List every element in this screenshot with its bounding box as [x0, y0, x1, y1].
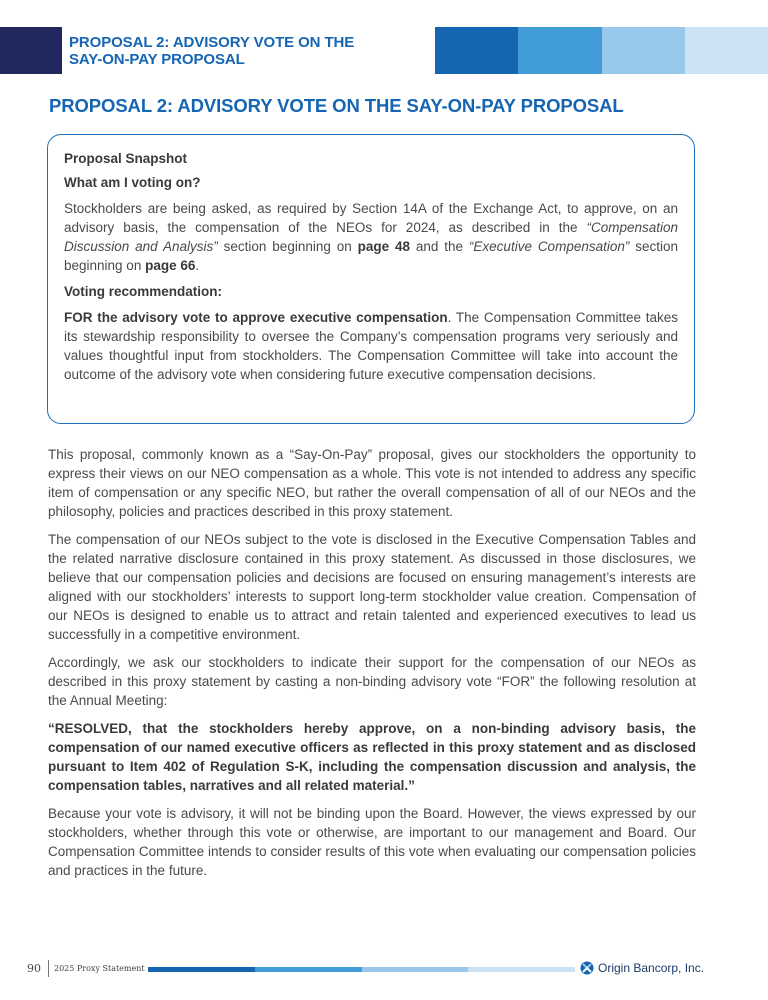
- paragraph-advisory-nature: Because your vote is advisory, it will not be binding upon the Board. However, the views expressed by our stockholders, whether through this vote or otherwise, are important to our management and Board. Our Compensation Committee intends to consider results of this vote when evaluating our compensation policies and practices in the future.: [48, 806, 696, 878]
- page-number: 90: [27, 962, 41, 975]
- snapshot-question: What am I voting on?: [64, 175, 201, 190]
- paragraph-request-support: Accordingly, we ask our stockholders to indicate their support for the compensation of our NEOs as described in this proxy statement by casting a non-binding advisory vote “FOR” the following resolution at the Annual Meeting:: [48, 655, 696, 708]
- header-bar-1: [435, 27, 518, 74]
- page-footer: [0, 960, 768, 980]
- section-header-title: [69, 34, 354, 68]
- document-name: 2025 Proxy Statement: [54, 964, 145, 973]
- section-header-line-2: SAY-ON-PAY PROPOSAL: [69, 51, 245, 68]
- snapshot-description: Stockholders are being asked, as required by Section 14A of the Exchange Act, to approve, on an advisory basis, the compensation of the NEOs for 2024, as described in the “Compensation Discussion and Analysis” section beginning on page 48 and the “Executive Compensation” section beginning on page 66.: [64, 201, 679, 273]
- paragraph-compensation-disclosure: The compensation of our NEOs subject to the vote is disclosed in the Executive Compensation Tables and the related narrative disclosure contained in this proxy statement. As discussed in those disclosures, we believe that our compensation policies and decisions are focused on ensuring management’s interests are aligned with our stockholders’ interests to support long-term stockholder value creation. Compensation of our NEOs is designed to enable us to attract and retain talented and experienced executives to lead us successfully in a competitive environment.: [48, 532, 696, 642]
- company-name: Origin Bancorp, Inc.: [598, 961, 705, 975]
- origin-logo-icon: [580, 961, 594, 975]
- page-48-reference: page 48: [357, 239, 411, 254]
- header-color-bars: [435, 27, 768, 74]
- footer-bar-2: [255, 967, 362, 972]
- recommendation-bold: FOR the advisory vote to approve executive compensation: [64, 310, 448, 325]
- header-color-block: [0, 27, 62, 74]
- footer-bar-3: [362, 967, 469, 972]
- company-logo: [580, 961, 704, 975]
- page-66-reference: page 66: [145, 258, 196, 273]
- snapshot-heading: Proposal Snapshot: [64, 151, 188, 166]
- footer-divider: [48, 960, 49, 977]
- section-header-line-1: PROPOSAL 2: ADVISORY VOTE ON THE: [69, 34, 355, 51]
- page-title: PROPOSAL 2: ADVISORY VOTE ON THE SAY-ON-PAY PROPOSAL: [49, 95, 624, 116]
- voting-recommendation-text: FOR the advisory vote to approve executive compensation. The Compensation Committee takes its stewardship responsibility to oversee the Company’s compensation programs very seriously and values thoughtful input from stockholders. The Compensation Committee will take into account the outcome of the advisory vote when considering future executive compensation decisions.: [64, 310, 678, 382]
- header-bar-3: [602, 27, 685, 74]
- footer-bar-4: [468, 967, 575, 972]
- footer-bar-1: [148, 967, 255, 972]
- proposal-snapshot-box: [47, 134, 695, 424]
- body-text: [48, 445, 696, 889]
- exec-comp-reference: “Executive Compensation”: [468, 239, 630, 254]
- header-bar-2: [518, 27, 601, 74]
- paragraph-resolution: “RESOLVED, that the stockholders hereby approve, on a non-binding advisory basis, the compensation of our named executive officers as reflected in this proxy statement and as disclosed pursuant to Item 402 of Regulation S-K, including the compensation discussion and analysis, the compensation tables, narratives and all related material.”: [48, 721, 696, 793]
- voting-recommendation-label: Voting recommendation:: [64, 284, 223, 299]
- header-bar-4: [685, 27, 768, 74]
- footer-color-bars: [148, 967, 575, 972]
- paragraph-say-on-pay: This proposal, commonly known as a “Say-On-Pay” proposal, gives our stockholders the opportunity to express their views on our NEO compensation as a whole. This vote is not intended to address any specific item of compensation or any specific NEO, but rather the overall compensation of all of our NEOs and the philosophy, policies and practices described in this proxy statement.: [48, 447, 696, 519]
- cda-reference: “Compensation Discussion and Analysis”: [64, 220, 678, 254]
